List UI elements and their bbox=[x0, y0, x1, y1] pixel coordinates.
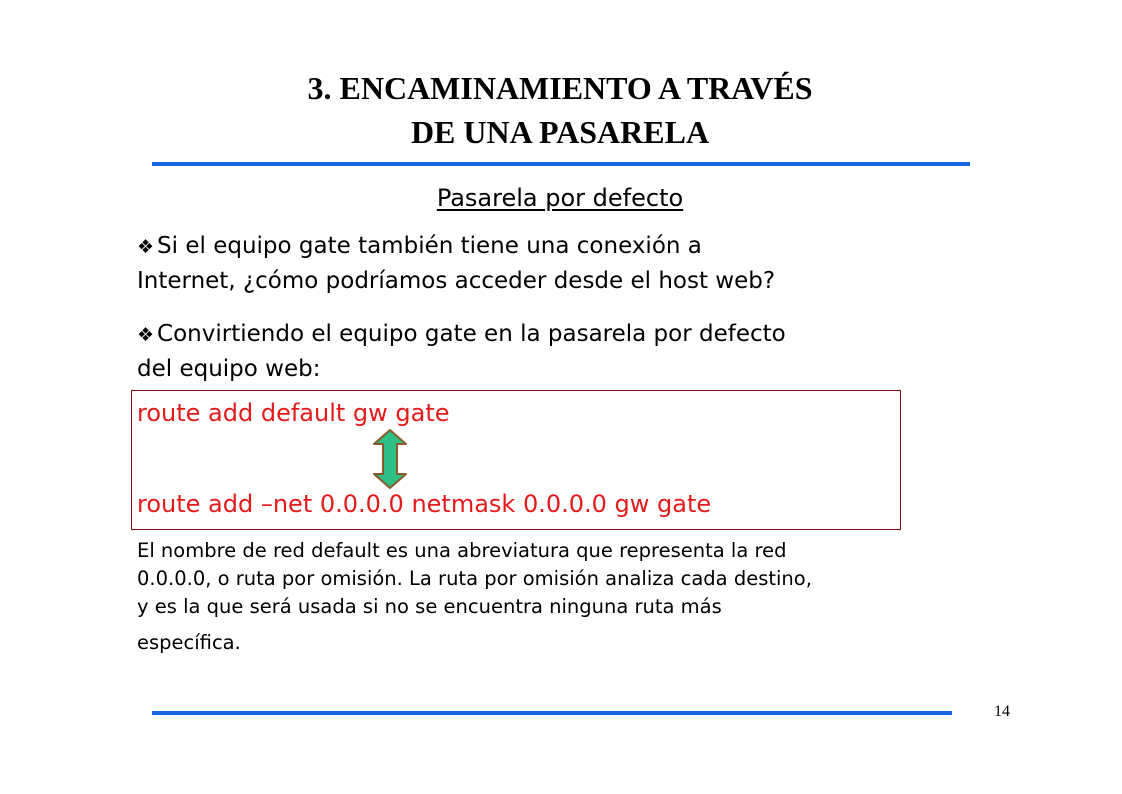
double-headed-vertical-arrow-icon bbox=[368, 428, 412, 490]
explanation-note bbox=[137, 537, 997, 657]
note-line-1: El nombre de red default es una abreviatura que representa la red bbox=[137, 539, 787, 562]
subtitle: Pasarela por defecto bbox=[436, 184, 684, 212]
command-net-route: route add –net 0.0.0.0 netmask 0.0.0.0 gw gate bbox=[137, 490, 712, 518]
bullet-1-line-1: Si el equipo gate también tiene una conexión a bbox=[157, 233, 702, 259]
bullet-diamond-icon: ❖ bbox=[137, 324, 155, 346]
top-divider bbox=[152, 162, 970, 166]
note-line-4: específica. bbox=[137, 631, 241, 654]
bullet-1 bbox=[137, 229, 977, 298]
title-line-2: DE UNA PASARELA bbox=[410, 114, 710, 150]
bottom-divider bbox=[152, 711, 952, 715]
slide-title bbox=[150, 66, 970, 154]
bullet-2 bbox=[137, 317, 977, 386]
page-number: 14 bbox=[994, 703, 1010, 720]
bullet-2-line-2: del equipo web: bbox=[137, 356, 321, 382]
bullet-2-line-1: Convirtiendo el equipo gate en la pasarela por defecto bbox=[157, 321, 786, 347]
note-line-2: 0.0.0.0, o ruta por omisión. La ruta por omisión analiza cada destino, bbox=[137, 567, 812, 590]
bullet-1-line-2: Internet, ¿cómo podríamos acceder desde el host web? bbox=[137, 268, 776, 294]
command-default-route: route add default gw gate bbox=[137, 399, 450, 427]
title-line-1: 3. ENCAMINAMIENTO A TRAVÉS bbox=[307, 70, 813, 106]
note-line-3: y es la que será usada si no se encuentra ninguna ruta más bbox=[137, 595, 722, 618]
bullet-diamond-icon: ❖ bbox=[137, 236, 155, 258]
